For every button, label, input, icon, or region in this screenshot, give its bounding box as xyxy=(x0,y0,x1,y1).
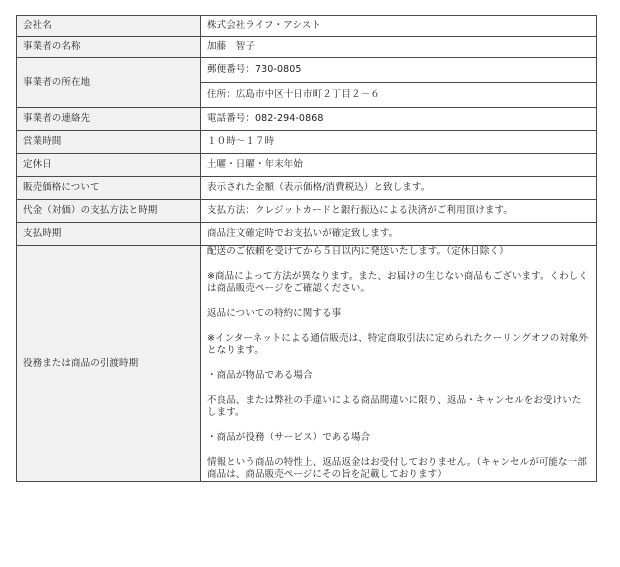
delivery-paragraph: ※商品によって方法が異なります。また、お届けの生じない商品もございます。くわしくは商品販売ページをご確認ください。 xyxy=(207,271,588,294)
table-row xyxy=(17,223,597,246)
delivery-paragraph: 配送のご依頼を受けてから５日以内に発送いたします。（定休日除く） xyxy=(207,246,509,257)
value-payment-timing: 商品注文確定時でお支払いが確定致します。 xyxy=(201,223,597,246)
table-row xyxy=(17,131,597,154)
table-row xyxy=(17,246,597,482)
label-holidays: 定休日 xyxy=(17,154,201,177)
table-row xyxy=(17,200,597,223)
value-pricing: 表示された金額（表示価格/消費税込）と致します。 xyxy=(201,177,597,200)
delivery-paragraph: ※インターネットによる通信販売は、特定商取引法に定められたクーリングオフの対象外となります。 xyxy=(207,333,589,356)
legal-info-table xyxy=(16,15,597,482)
table-row xyxy=(17,154,597,177)
value-phone: 電話番号：082-294-0868 xyxy=(201,108,597,131)
table-row xyxy=(17,58,597,83)
value-address: 住所：広島市中区十日市町２丁目２－６ xyxy=(201,83,597,108)
delivery-paragraph: ・商品が役務（サービス）である場合 xyxy=(207,432,371,443)
delivery-paragraph: 不良品、または弊社の手違いによる商品間違いに限り、返品・キャンセルをお受けいたします。 xyxy=(207,395,582,418)
table-row xyxy=(17,108,597,131)
value-company-name: 株式会社ライフ・アシスト xyxy=(201,16,597,37)
label-business-name: 事業者の名称 xyxy=(17,37,201,58)
table-row xyxy=(17,37,597,58)
value-delivery-details xyxy=(201,246,597,482)
label-pricing: 販売価格について xyxy=(17,177,201,200)
delivery-paragraph: ・商品が物品である場合 xyxy=(207,370,313,381)
label-delivery-timing: 役務または商品の引渡時期 xyxy=(17,246,201,482)
value-business-name: 加藤 智子 xyxy=(201,37,597,58)
table-row xyxy=(17,16,597,37)
label-payment-method: 代金（対価）の支払方法と時期 xyxy=(17,200,201,223)
label-contact: 事業者の連絡先 xyxy=(17,108,201,131)
value-business-hours: １０時～１７時 xyxy=(201,131,597,154)
value-postal-code: 郵便番号：730-0805 xyxy=(201,58,597,83)
label-payment-timing: 支払時期 xyxy=(17,223,201,246)
delivery-paragraph: 返品についての特約に関する事 xyxy=(207,308,342,319)
table-row xyxy=(17,177,597,200)
delivery-paragraph: 情報という商品の特性上、返品返金はお受付しておりません。（キャンセルが可能な一部商品は、商品販売ページにその旨を記載しております） xyxy=(207,457,587,480)
legal-info-section xyxy=(16,15,597,482)
value-payment-method: 支払方法：クレジットカードと銀行振込による決済がご利用頂けます。 xyxy=(201,200,597,223)
value-holidays: 土曜・日曜・年末年始 xyxy=(201,154,597,177)
label-business-hours: 営業時間 xyxy=(17,131,201,154)
label-business-address: 事業者の所在地 xyxy=(17,58,201,108)
label-company-name: 会社名 xyxy=(17,16,201,37)
